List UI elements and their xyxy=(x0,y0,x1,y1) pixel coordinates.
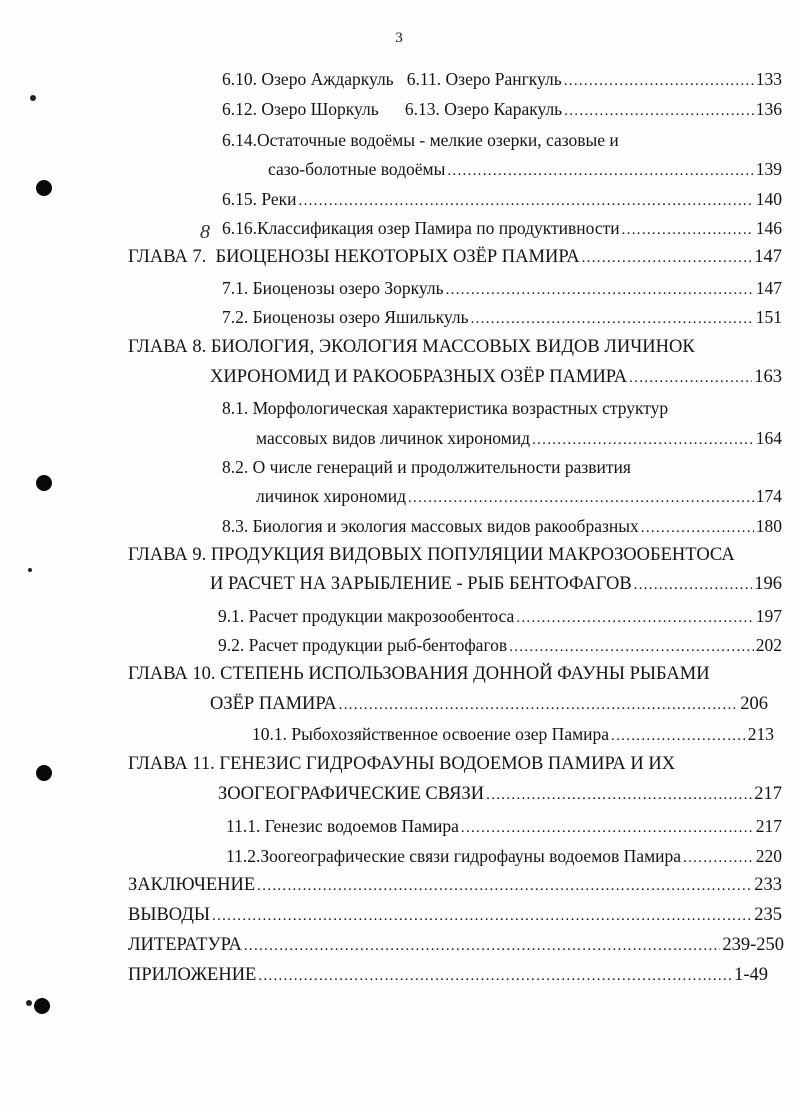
toc-entry-text: 9.2. Расчет продукции рыб-бентофагов xyxy=(218,635,508,655)
toc-entry-text: ОЗЁР ПАМИРА xyxy=(210,694,337,714)
dot-leader xyxy=(564,70,754,92)
toc-entry xyxy=(222,188,782,212)
handwritten-mark: 8 xyxy=(200,221,210,243)
toc-chapter xyxy=(128,904,782,927)
dot-leader xyxy=(408,487,754,509)
toc-entry-text: ГЛАВА 8. БИОЛОГИЯ, ЭКОЛОГИЯ МАССОВЫХ ВИДОВ ЛИЧИНОК xyxy=(128,337,695,357)
toc-entry xyxy=(218,605,782,629)
toc-entry-page: 146 xyxy=(755,218,782,238)
toc-entry-text: 10.1. Рыбохозяйственное освоение озер Памира xyxy=(252,724,610,744)
dot-leader xyxy=(611,725,746,747)
scan-speck xyxy=(26,1000,32,1006)
toc-entry-text: ГЛАВА 9. ПРОДУКЦИЯ ВИДОВЫХ ПОПУЛЯЦИИ МАКРОЗООБЕНТОСА xyxy=(128,545,735,565)
toc-entry xyxy=(256,485,782,509)
toc-entry-page: 235 xyxy=(754,905,782,925)
toc-entry-page: 133 xyxy=(755,69,782,89)
punch-hole xyxy=(34,998,50,1014)
toc-chapter xyxy=(128,964,768,987)
toc-entry-text: 6.16.Классификация озер Памира по продуктивности xyxy=(222,218,620,238)
dot-leader xyxy=(258,965,732,987)
toc-entry-text: 11.2.Зоогеографические связи гидрофауны водоемов Памира xyxy=(226,846,682,866)
toc-entry-text: 8.1. Морфологическая характеристика возрастных структур xyxy=(222,398,669,418)
toc-entry-page: 139 xyxy=(755,159,782,179)
toc-entry-text: ВЫВОДЫ xyxy=(128,905,211,925)
toc-entry-page: 206 xyxy=(740,694,768,714)
toc-entry-text: 6.10. Озеро Аждаркуль 6.11. Озеро Рангкуль xyxy=(222,69,562,89)
toc-entry xyxy=(218,634,782,658)
toc-entry-page: 164 xyxy=(755,428,782,448)
dot-leader xyxy=(257,875,752,897)
dot-leader xyxy=(634,574,753,596)
toc-chapter xyxy=(210,366,782,389)
dot-leader xyxy=(486,784,752,806)
toc-entry-text: 6.12. Озеро Шоркуль 6.13. Озеро Каракуль xyxy=(222,99,563,119)
toc-entry-text: 11.1. Генезис водоемов Памира xyxy=(226,816,459,836)
toc-entry-text: ГЛАВА 10. СТЕПЕНЬ ИСПОЛЬЗОВАНИЯ ДОННОЙ ФАУНЫ РЫБАМИ xyxy=(128,664,710,684)
toc-entry xyxy=(222,397,668,419)
dot-leader xyxy=(244,935,720,957)
punch-hole xyxy=(36,475,52,491)
punch-hole xyxy=(36,765,52,781)
toc-chapter xyxy=(128,753,675,775)
dot-leader xyxy=(509,636,754,658)
dot-leader xyxy=(532,429,754,451)
dot-leader xyxy=(582,247,753,269)
toc-entry-text: 7.1. Биоценозы озеро Зоркуль xyxy=(222,278,444,298)
dot-leader xyxy=(446,279,754,301)
toc-entry-text: сазо-болотные водоёмы xyxy=(268,159,446,179)
toc-entry xyxy=(222,277,782,301)
toc-entry-text: ЗАКЛЮЧЕНИЕ xyxy=(128,875,256,895)
toc-entry xyxy=(222,456,631,478)
toc-entry-page: 213 xyxy=(747,724,774,744)
dot-leader xyxy=(564,100,754,122)
toc-entry xyxy=(222,217,782,241)
toc-entry-page: 136 xyxy=(755,99,782,119)
toc-entry-text: ГЛАВА 11. ГЕНЕЗИС ГИДРОФАУНЫ ВОДОЕМОВ ПАМИРА И ИХ xyxy=(128,754,676,774)
toc-entry-page: 140 xyxy=(755,189,782,209)
dot-leader xyxy=(641,517,754,539)
toc-chapter xyxy=(128,336,695,358)
toc-entry-text: ГЛАВА 7. БИОЦЕНОЗЫ НЕКОТОРЫХ ОЗЁР ПАМИРА xyxy=(128,247,580,267)
dot-leader xyxy=(299,190,754,212)
dot-leader xyxy=(461,817,754,839)
toc-entry xyxy=(222,515,782,539)
punch-hole xyxy=(36,180,52,196)
toc-entry-page: 147 xyxy=(754,247,782,267)
toc-chapter xyxy=(128,246,782,269)
toc-entry-text: ХИРОНОМИД И РАКООБРАЗНЫХ ОЗЁР ПАМИРА xyxy=(210,367,628,387)
toc-entry-text: массовых видов личинок хирономид xyxy=(256,428,531,448)
dot-leader xyxy=(622,219,754,241)
toc-entry-text: личинок хирономид xyxy=(256,486,406,506)
toc-entry xyxy=(222,129,619,151)
toc-entry xyxy=(222,306,782,330)
toc-entry-page: 233 xyxy=(754,875,782,895)
toc-entry-text: 7.2. Биоценозы озеро Яшилькуль xyxy=(222,307,469,327)
toc-entry-page: 196 xyxy=(754,574,782,594)
toc-entry-text: 8.3. Биология и экология массовых видов ракообразных xyxy=(222,516,639,536)
scan-speck xyxy=(28,568,32,572)
toc-entry-text: И РАСЧЕТ НА ЗАРЫБЛЕНИЕ - РЫБ БЕНТОФАГОВ xyxy=(210,574,632,594)
toc-entry-page: 239-250 xyxy=(722,935,784,955)
toc-chapter xyxy=(218,783,782,806)
dot-leader xyxy=(471,308,754,330)
dot-leader xyxy=(683,847,754,869)
toc-chapter xyxy=(128,544,735,566)
toc-entry-text: 6.15. Реки xyxy=(222,189,297,209)
toc-entry-page: 147 xyxy=(755,278,782,298)
toc-entry-text: ЗООГЕОГРАФИЧЕСКИЕ СВЯЗИ xyxy=(218,784,485,804)
toc-entry xyxy=(226,815,782,839)
toc-entry-text: 9.1. Расчет продукции макрозообентоса xyxy=(218,606,515,626)
dot-leader xyxy=(212,905,752,927)
toc-entry-page: 151 xyxy=(755,307,782,327)
toc-entry-page: 217 xyxy=(754,784,782,804)
toc-entry-text: 8.2. О числе генераций и продолжительности развития xyxy=(222,457,631,477)
toc-entry-page: 180 xyxy=(755,516,782,536)
toc-entry-page: 217 xyxy=(755,816,782,836)
toc-chapter xyxy=(128,874,782,897)
dot-leader xyxy=(339,694,739,716)
scan-speck xyxy=(30,95,36,101)
toc-chapter xyxy=(128,663,710,685)
toc-entry-text: ПРИЛОЖЕНИЕ xyxy=(128,965,257,985)
page-number: 3 xyxy=(395,30,403,46)
toc-entry-page: 202 xyxy=(755,635,782,655)
toc-entry-page: 220 xyxy=(755,846,782,866)
toc-entry xyxy=(256,427,782,451)
toc-entry xyxy=(222,68,782,92)
toc-entry-page: 197 xyxy=(755,606,782,626)
dot-leader xyxy=(447,160,753,182)
toc-entry-text: 6.14.Остаточные водоёмы - мелкие озерки, сазовые и xyxy=(222,130,619,150)
toc-chapter xyxy=(210,693,768,716)
toc-entry-page: 174 xyxy=(755,486,782,506)
toc-entry-page: 1-49 xyxy=(734,965,768,985)
toc-entry-text: ЛИТЕРАТУРА xyxy=(128,935,242,955)
toc-entry xyxy=(222,98,782,122)
toc-entry xyxy=(268,158,782,182)
toc-chapter xyxy=(210,573,782,596)
toc-entry xyxy=(226,845,782,869)
toc-chapter xyxy=(128,934,784,957)
dot-leader xyxy=(516,607,753,629)
toc-entry-page: 163 xyxy=(754,367,782,387)
toc-entry xyxy=(252,723,774,747)
dot-leader xyxy=(629,367,752,389)
